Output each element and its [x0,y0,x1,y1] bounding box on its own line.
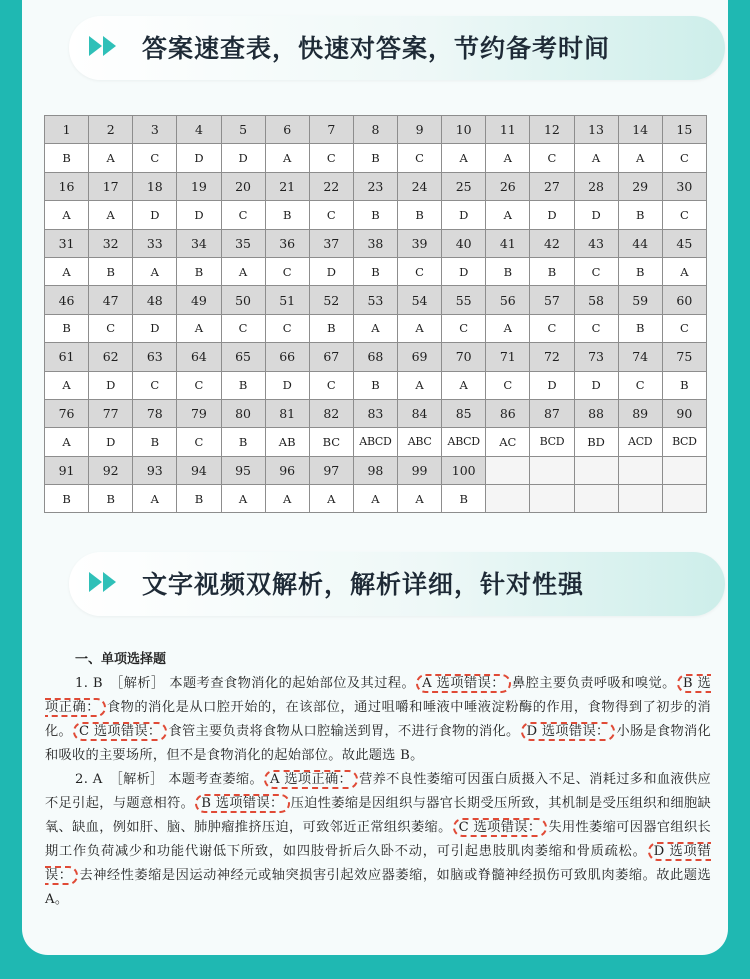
answer-cell: C [398,144,442,172]
question-number-cell: 22 [309,172,353,200]
answer-cell: A [486,144,530,172]
question-number-cell: 31 [45,229,89,257]
question-number-cell: 16 [45,172,89,200]
answer-cell: A [398,314,442,342]
question-number-cell: 96 [265,456,309,484]
answer-cell: A [133,485,177,513]
answer-cell: C [530,314,574,342]
answer-cell: B [45,144,89,172]
question-number-cell: 76 [45,399,89,427]
answer-cell: B [265,201,309,229]
answer-row [45,428,707,456]
option-verdict-highlight: B 选项正确： [45,676,711,715]
answer-cell: B [353,144,397,172]
question-number-cell: 21 [265,172,309,200]
answer-cell: BC [309,428,353,456]
question-number-cell: 40 [442,229,486,257]
question-number-cell: 13 [574,116,618,144]
answer-row [45,371,707,399]
question-number-cell: 30 [662,172,706,200]
answer-cell: C [442,314,486,342]
question-number-row [45,229,707,257]
answer-cell: A [45,371,89,399]
question-number-cell: 17 [89,172,133,200]
answer-cell: C [221,314,265,342]
empty-cell [574,485,618,513]
answer-cell: B [177,257,221,285]
empty-cell [530,485,574,513]
explanation-text: 小肠是食物消化和吸收的主要场所，但不是食物消化的起始部位。故此题选 B。 [45,724,711,763]
question-number-cell: 29 [618,172,662,200]
question-number-cell: 59 [618,286,662,314]
answer-cell: B [89,485,133,513]
explanation-text: 1. B ［解析］ 本题考查食物消化的起始部位及其过程。 [75,676,416,691]
question-number-cell: 3 [133,116,177,144]
question-number-cell: 44 [618,229,662,257]
question-number-cell: 64 [177,343,221,371]
question-number-cell: 26 [486,172,530,200]
question-number-cell: 87 [530,399,574,427]
answer-cell: D [265,371,309,399]
question-number-cell: 37 [309,229,353,257]
question-number-cell: 20 [221,172,265,200]
question-number-cell: 33 [133,229,177,257]
question-number-cell: 58 [574,286,618,314]
answer-cell: C [89,314,133,342]
empty-cell [662,485,706,513]
question-number-cell: 80 [221,399,265,427]
answer-cell: C [486,371,530,399]
answer-cell: B [133,428,177,456]
question-number-cell: 42 [530,229,574,257]
answer-cell: C [177,428,221,456]
answer-cell: C [662,201,706,229]
answer-cell: C [662,314,706,342]
answer-cell: C [574,314,618,342]
question-number-cell: 78 [133,399,177,427]
question-number-cell: 47 [89,286,133,314]
question-number-cell: 79 [177,399,221,427]
option-verdict-highlight: D 选项错误： [521,722,616,741]
option-verdict-highlight: A 选项错误： [416,674,511,693]
answer-cell: C [574,257,618,285]
answer-row [45,257,707,285]
question-number-cell: 93 [133,456,177,484]
answer-cell: D [89,428,133,456]
explanation-text: 去神经性萎缩是因运动神经元或轴突损害引起效应器萎缩，如脑或脊髓神经损伤可致肌肉萎缩。故此题选 A。 [45,868,711,907]
double-arrow-icon [89,36,116,56]
question-number-cell: 6 [265,116,309,144]
answer-cell: ABCD [442,428,486,456]
answer-cell: C [265,257,309,285]
question-number-cell: 68 [353,343,397,371]
question-number-cell: 2 [89,116,133,144]
answer-cell: A [486,201,530,229]
answer-cell: A [221,485,265,513]
question-number-cell: 91 [45,456,89,484]
question-number-cell: 11 [486,116,530,144]
question-number-row [45,286,707,314]
question-number-cell: 27 [530,172,574,200]
question-number-cell: 70 [442,343,486,371]
answer-cell: ACD [618,428,662,456]
banner-title: 文字视频双解析，解析详细，针对性强 [142,570,585,599]
empty-cell [618,485,662,513]
answer-cell: B [662,371,706,399]
question-number-cell: 25 [442,172,486,200]
empty-cell [530,456,574,484]
option-verdict-highlight: A 选项正确： [264,770,358,789]
answer-cell: BCD [662,428,706,456]
answer-cell: C [177,371,221,399]
question-number-cell: 45 [662,229,706,257]
empty-cell [486,456,530,484]
answer-cell: B [177,485,221,513]
question-number-cell: 55 [442,286,486,314]
answer-cell: C [530,144,574,172]
question-number-cell: 84 [398,399,442,427]
question-number-cell: 53 [353,286,397,314]
question-number-cell: 5 [221,116,265,144]
question-number-cell: 97 [309,456,353,484]
question-number-cell: 60 [662,286,706,314]
question-number-cell: 85 [442,399,486,427]
explanation-paragraph [45,768,711,912]
question-number-cell: 4 [177,116,221,144]
answer-cell: A [398,371,442,399]
question-number-cell: 41 [486,229,530,257]
explanation-text: 食管主要负责将食物从口腔输送到胃，不进行食物的消化。 [168,724,520,739]
answer-cell: A [265,144,309,172]
explanation-paragraph [45,672,711,768]
question-number-cell: 12 [530,116,574,144]
section-banner-answer-table [69,16,725,80]
answer-cell: A [133,257,177,285]
answer-cell: A [89,144,133,172]
answer-cell: BD [574,428,618,456]
question-number-cell: 98 [353,456,397,484]
option-verdict-highlight: C 选项错误： [453,818,548,837]
question-number-cell: 67 [309,343,353,371]
explanation-body [45,672,711,912]
answer-cell: AB [265,428,309,456]
answer-cell: B [45,485,89,513]
answer-cell: ABC [398,428,442,456]
explanation-text: 营养不良性萎缩可因蛋白质摄入不足、消耗过多和血液供应不足引起，与题意相符。 [45,772,711,811]
answer-cell: D [574,201,618,229]
answer-cell: D [442,257,486,285]
answer-cell: A [353,314,397,342]
answer-cell: C [309,201,353,229]
question-number-cell: 92 [89,456,133,484]
answer-cell: B [398,201,442,229]
question-number-cell: 99 [398,456,442,484]
question-number-cell: 51 [265,286,309,314]
question-number-cell: 86 [486,399,530,427]
option-verdict-highlight: B 选项错误： [195,794,289,813]
answer-cell: B [221,371,265,399]
question-number-cell: 57 [530,286,574,314]
question-number-row [45,399,707,427]
empty-cell [618,456,662,484]
answer-cell: B [442,485,486,513]
answer-row [45,314,707,342]
question-number-cell: 54 [398,286,442,314]
answer-cell: A [45,201,89,229]
answer-cell: D [442,201,486,229]
answer-cell: A [177,314,221,342]
question-number-cell: 71 [486,343,530,371]
explanation-section [45,648,711,912]
question-number-cell: 65 [221,343,265,371]
question-number-cell: 46 [45,286,89,314]
question-number-cell: 38 [353,229,397,257]
answer-cell: B [618,314,662,342]
question-number-cell: 15 [662,116,706,144]
question-number-cell: 73 [574,343,618,371]
answer-cell: A [618,144,662,172]
question-number-cell: 19 [177,172,221,200]
answer-row [45,144,707,172]
answer-cell: B [618,257,662,285]
answer-cell: A [442,144,486,172]
question-number-cell: 100 [442,456,486,484]
question-number-cell: 18 [133,172,177,200]
answer-cell: A [309,485,353,513]
question-number-cell: 77 [89,399,133,427]
answer-cell: B [45,314,89,342]
question-number-cell: 81 [265,399,309,427]
answer-cell: B [353,257,397,285]
answer-row [45,201,707,229]
question-number-row [45,172,707,200]
explanation-text: 失用性萎缩可因器官组织长期工作负荷减少和功能代谢低下所致，如四肢骨折后久卧不动，可引起患肢肌肉萎缩和骨质疏松。 [45,820,711,859]
question-number-row [45,343,707,371]
question-number-cell: 10 [442,116,486,144]
question-number-cell: 32 [89,229,133,257]
question-number-cell: 82 [309,399,353,427]
answer-cell: A [442,371,486,399]
answer-cell: D [177,201,221,229]
answer-cell: D [177,144,221,172]
answer-cell: C [133,144,177,172]
answer-cell: B [353,371,397,399]
answer-cell: A [398,485,442,513]
answer-cell: B [486,257,530,285]
question-number-cell: 48 [133,286,177,314]
question-number-cell: 74 [618,343,662,371]
answer-cell: D [221,144,265,172]
explanation-text: 鼻腔主要负责呼吸和嗅觉。 [511,676,676,691]
answer-cell: BCD [530,428,574,456]
question-number-cell: 23 [353,172,397,200]
answer-cell: B [309,314,353,342]
section-banner-explanations [69,552,725,616]
question-number-cell: 9 [398,116,442,144]
question-number-cell: 24 [398,172,442,200]
answer-cell: D [530,371,574,399]
answer-cell: D [309,257,353,285]
answer-cell: C [398,257,442,285]
question-number-cell: 69 [398,343,442,371]
answer-cell: C [265,314,309,342]
question-number-cell: 35 [221,229,265,257]
answer-cell: C [133,371,177,399]
answer-cell: D [530,201,574,229]
answer-cell: C [662,144,706,172]
empty-cell [662,456,706,484]
answer-cell: B [618,201,662,229]
question-number-cell: 90 [662,399,706,427]
question-number-cell: 61 [45,343,89,371]
empty-cell [486,485,530,513]
question-number-cell: 50 [221,286,265,314]
answer-cell: D [89,371,133,399]
question-number-cell: 52 [309,286,353,314]
question-number-cell: 62 [89,343,133,371]
answer-cell: A [265,485,309,513]
answer-cell: D [133,201,177,229]
answer-cell: D [574,371,618,399]
question-number-cell: 66 [265,343,309,371]
answer-cell: A [353,485,397,513]
answer-cell: C [309,144,353,172]
question-number-cell: 28 [574,172,618,200]
question-number-cell: 88 [574,399,618,427]
answer-cell: C [618,371,662,399]
answer-cell: A [221,257,265,285]
question-number-cell: 8 [353,116,397,144]
question-number-cell: 75 [662,343,706,371]
answer-cell: B [530,257,574,285]
question-number-cell: 7 [309,116,353,144]
question-number-cell: 14 [618,116,662,144]
answer-cell: A [45,428,89,456]
explanation-text: 食物的消化是从口腔开始的，在该部位，通过咀嚼和唾液中唾液淀粉酶的作用，食物得到了初步的消化。 [45,700,711,739]
answer-cell: A [574,144,618,172]
answer-cell: C [309,371,353,399]
answer-cell: B [221,428,265,456]
answer-cell: A [89,201,133,229]
answer-cell: A [486,314,530,342]
answer-quick-reference-table [44,115,707,513]
answer-row [45,485,707,513]
question-number-cell: 95 [221,456,265,484]
explanation-text: 压迫性萎缩是因组织与器官长期受压所致，其机制是受压组织和细胞缺氧、缺血，例如肝、脑、肺肿瘤推挤压迫，可致邻近正常组织萎缩。 [45,796,711,835]
question-number-cell: 49 [177,286,221,314]
section-title: 一、单项选择题 [75,652,167,667]
answer-cell: A [662,257,706,285]
question-number-cell: 72 [530,343,574,371]
question-number-cell: 89 [618,399,662,427]
answer-cell: ABCD [353,428,397,456]
explanation-text: 2. A ［解析］ 本题考查萎缩。 [75,772,263,787]
banner-title: 答案速查表，快速对答案，节约备考时间 [142,34,611,63]
answer-cell: D [133,314,177,342]
question-number-row [45,116,707,144]
question-number-cell: 36 [265,229,309,257]
answer-cell: A [45,257,89,285]
question-number-cell: 43 [574,229,618,257]
option-verdict-highlight: C 选项错误： [73,722,167,741]
question-number-cell: 39 [398,229,442,257]
question-number-row [45,456,707,484]
question-number-cell: 34 [177,229,221,257]
answer-cell: B [89,257,133,285]
question-number-cell: 63 [133,343,177,371]
question-number-cell: 94 [177,456,221,484]
empty-cell [574,456,618,484]
question-number-cell: 83 [353,399,397,427]
question-number-cell: 56 [486,286,530,314]
answer-cell: B [353,201,397,229]
answer-cell: C [221,201,265,229]
answer-cell: AC [486,428,530,456]
question-number-cell: 1 [45,116,89,144]
option-verdict-highlight: D 选项错误： [45,844,711,883]
double-arrow-icon [89,572,116,592]
